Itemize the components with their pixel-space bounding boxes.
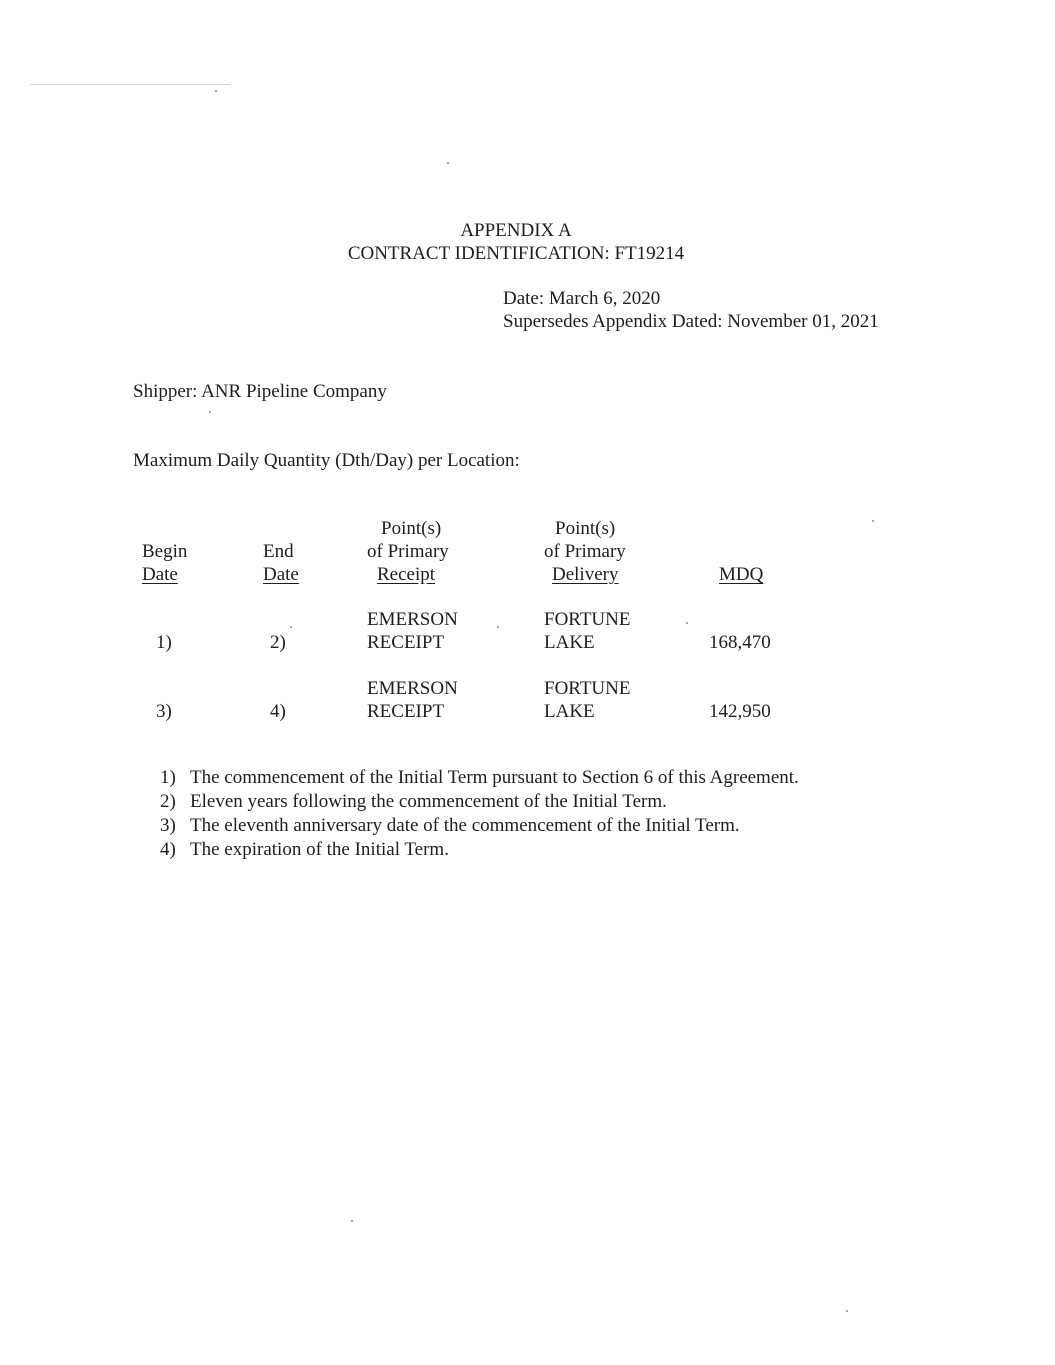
- appendix-heading: APPENDIX A: [460, 220, 572, 241]
- footnote-text: The commencement of the Initial Term pursuant to Section 6 of this Agreement.: [190, 767, 799, 788]
- row-begin-date: 1): [156, 632, 172, 653]
- scan-speck: [872, 520, 874, 522]
- date-line: Date: March 6, 2020: [503, 288, 661, 309]
- scan-speck: [351, 1220, 353, 1222]
- footnote-text: The eleventh anniversary date of the commencement of the Initial Term.: [190, 815, 740, 836]
- date-block: [503, 287, 879, 333]
- scan-speck: [846, 1310, 848, 1312]
- delivery-line1: FORTUNE: [544, 609, 631, 630]
- header-receipt-line3: Receipt: [377, 564, 436, 585]
- header-end-line2: Date: [263, 564, 299, 585]
- scan-speck: [447, 162, 449, 164]
- header-delivery-line1: Point(s): [555, 518, 616, 539]
- header-begin-date: [142, 540, 187, 586]
- receipt-line2: RECEIPT: [367, 632, 445, 653]
- document-title: [0, 219, 1032, 265]
- row-end-date: 2): [270, 632, 286, 653]
- scan-speck: [209, 411, 211, 413]
- header-delivery-line3: Delivery: [552, 564, 619, 585]
- scan-speck: [290, 626, 292, 628]
- header-receipt-line1: Point(s): [381, 518, 442, 539]
- delivery-line2: LAKE: [544, 632, 595, 653]
- footnote-text: The expiration of the Initial Term.: [190, 839, 449, 860]
- footnote-item: [160, 790, 799, 814]
- footnote-number: 1): [160, 767, 176, 788]
- footnote-number: 2): [160, 791, 176, 812]
- row-mdq-value: 142,950: [709, 701, 771, 722]
- receipt-line2: RECEIPT: [367, 701, 445, 722]
- row-receipt-point: [367, 677, 458, 723]
- contract-identification: CONTRACT IDENTIFICATION: FT19214: [347, 243, 685, 264]
- header-end-date: [263, 540, 299, 586]
- row-receipt-point: [367, 608, 458, 654]
- scan-speck: [215, 90, 217, 92]
- row-begin-date: 3): [156, 701, 172, 722]
- scan-speck: [686, 622, 688, 624]
- footnote-item: [160, 814, 799, 838]
- footnote-item: [160, 766, 799, 790]
- header-end-line1: End: [263, 541, 294, 562]
- row-delivery-point: [544, 608, 630, 654]
- header-mdq: MDQ: [719, 564, 764, 585]
- footnote-number: 4): [160, 839, 176, 860]
- mdq-heading: Maximum Daily Quantity (Dth/Day) per Location:: [133, 450, 520, 471]
- scan-speck: [497, 626, 499, 628]
- footnotes: [160, 766, 799, 862]
- shipper-line: Shipper: ANR Pipeline Company: [133, 381, 387, 402]
- supersedes-line: Supersedes Appendix Dated: November 01, 2021: [503, 311, 879, 332]
- receipt-line1: EMERSON: [367, 678, 458, 699]
- header-receipt-line2: of Primary: [367, 541, 449, 562]
- delivery-line1: FORTUNE: [544, 678, 631, 699]
- row-mdq-value: 168,470: [709, 632, 771, 653]
- footnote-text: Eleven years following the commencement of the Initial Term.: [190, 791, 667, 812]
- row-delivery-point: [544, 677, 630, 723]
- header-delivery-line2: of Primary: [544, 541, 626, 562]
- scan-artifact-line: [30, 84, 230, 85]
- footnote-number: 3): [160, 815, 176, 836]
- header-primary-delivery: [544, 517, 626, 586]
- delivery-line2: LAKE: [544, 701, 595, 722]
- header-begin-line2: Date: [142, 564, 178, 585]
- row-end-date: 4): [270, 701, 286, 722]
- receipt-line1: EMERSON: [367, 609, 458, 630]
- footnote-item: [160, 838, 799, 862]
- header-begin-line1: Begin: [142, 541, 188, 562]
- header-primary-receipt: [367, 517, 449, 586]
